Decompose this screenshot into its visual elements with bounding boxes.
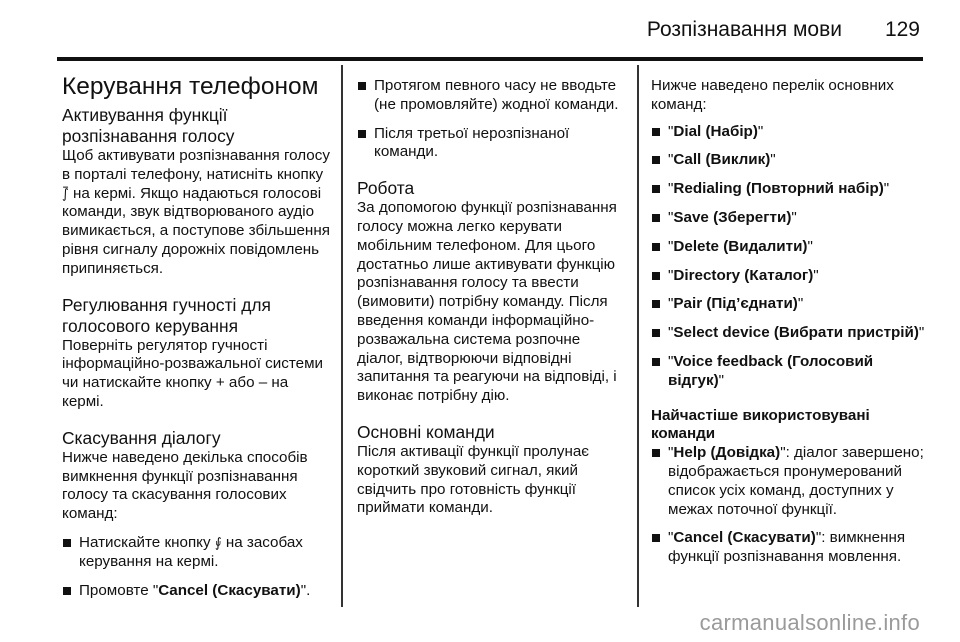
command-label: Dial (Набір) bbox=[673, 122, 758, 140]
cancel-command: Cancel (Скасувати) bbox=[158, 581, 301, 599]
command-item: "Pair (Під’єднати)" bbox=[651, 295, 926, 314]
page-number: 129 bbox=[884, 18, 920, 41]
section-text-cancel: Нижче наведено декілька способів вимкнення функції розпізнавання голосу та скасування голосових команд: bbox=[62, 448, 308, 523]
section-heading-basic-commands: Основні команди bbox=[357, 421, 495, 442]
activate-text: Щоб активувати розпізнавання голосу в порталі телефону, натисніть кнопку ⨛ на кермі. Якщо надаються голосові команди, звук відтворюваного аудіо вимикається, а поступове збільшення рівня сигналу дорожніх повідомлень припиняється. bbox=[62, 147, 330, 277]
command-item: "Save (Зберегти)" bbox=[651, 209, 926, 228]
command-item: "Redialing (Повторний набір)" bbox=[651, 180, 926, 199]
chapter-title: Керування телефоном bbox=[62, 73, 319, 100]
list-item: Протягом певного часу не вводьте (не промовляйте) жодної команди. bbox=[357, 77, 629, 115]
cancel-methods-list bbox=[62, 534, 334, 600]
section-text-operation: За допомогою функції розпізнавання голосу можна легко керувати мобільним телефоном. Для цього достатньо лише активувати функцію розпізнавання голосу та ввести (вимовити) потрібну команду. Після введення команди інформаційно-розважальна система розпочне діалог, відтворюючи відповідні запитання та реагуючи на відповіді, і виконає потрібну дію. bbox=[357, 199, 617, 405]
command-label: Voice feedback (Голосовий відгук) bbox=[668, 352, 874, 389]
column-divider-1 bbox=[341, 65, 343, 607]
section-heading-cancel: Скасування діалогу bbox=[62, 427, 221, 448]
header-rule bbox=[57, 57, 923, 61]
command-label: Delete (Видалити) bbox=[673, 237, 808, 255]
command-item: "Call (Виклик)" bbox=[651, 151, 926, 170]
column-2 bbox=[357, 77, 629, 534]
cancel-method-say-post: ". bbox=[300, 581, 311, 599]
column-divider-2 bbox=[637, 65, 639, 607]
command-item: "Delete (Видалити)" bbox=[651, 238, 926, 257]
list-item bbox=[62, 534, 334, 572]
section-heading-operation: Робота bbox=[357, 178, 415, 199]
commands-list bbox=[651, 123, 926, 391]
help-command: Help (Довідка) bbox=[673, 444, 781, 462]
column-1 bbox=[62, 72, 334, 610]
cancel-methods-list-cont bbox=[357, 77, 629, 162]
cancel-method-say-pre: Промовте " bbox=[79, 581, 159, 599]
list-item bbox=[62, 582, 334, 601]
command-label: Directory (Каталог) bbox=[673, 266, 814, 284]
section-text-basic-commands: Після активації функції пролунає короткий звуковий сигнал, який свідчить про готовність функції приймати команди. bbox=[357, 442, 590, 517]
command-item: "Voice feedback (Голосовий відгук)" bbox=[651, 353, 926, 391]
section-text-volume: Поверніть регулятор гучності інформаційно-розважальної системи чи натискайте кнопку + або – на кермі. bbox=[62, 336, 323, 410]
command-label: Pair (Під’єднати) bbox=[673, 295, 798, 313]
section-heading-volume: Регулювання гучності для голосового керування bbox=[62, 294, 271, 336]
help-description: : діалог завершено; відображається пронумерований список усіх команд, доступних у межах поточної функції. bbox=[668, 444, 924, 518]
page-header bbox=[0, 0, 960, 60]
command-item: "Directory (Каталог)" bbox=[651, 267, 926, 286]
frequent-commands-list bbox=[651, 444, 926, 567]
list-item: Після третьої нерозпізнаної команди. bbox=[357, 125, 629, 163]
list-item: "Cancel (Скасувати)": вимкнення функції розпізнавання мовлення. bbox=[651, 529, 926, 567]
section-heading-activate: Активування функції розпізнавання голосу bbox=[62, 105, 235, 146]
frequent-commands-heading: Найчастіше використовувані команди bbox=[651, 406, 870, 443]
command-label: Save (Зберегти) bbox=[673, 208, 792, 226]
voice-recognition-icon: ⨛ bbox=[62, 185, 69, 201]
header-title: Розпізнавання мови bbox=[646, 18, 842, 41]
column-3 bbox=[651, 77, 926, 577]
commands-intro: Нижче наведено перелік основних команд: bbox=[651, 77, 894, 113]
section-text-activate bbox=[62, 147, 334, 279]
command-label: Call (Виклик) bbox=[673, 151, 771, 169]
command-label: Select device (Вибрати пристрій) bbox=[673, 324, 919, 342]
command-item: "Dial (Набір)" bbox=[651, 123, 926, 142]
cancel-command: Cancel (Скасувати) bbox=[673, 529, 816, 547]
cancel-description: : вимкнення функції розпізнавання мовлення. bbox=[668, 529, 906, 566]
mute-hangup-icon: ⨚ bbox=[214, 534, 222, 550]
command-label: Redialing (Повторний набір) bbox=[673, 180, 884, 198]
command-item: "Select device (Вибрати пристрій)" bbox=[651, 324, 926, 343]
cancel-method-button: Натискайте кнопку ⨚ на засобах керування на кермі. bbox=[79, 533, 303, 570]
list-item: "Help (Довідка)": діалог завершено; відображається пронумерований список усіх команд, доступних у межах поточної функції. bbox=[651, 444, 926, 519]
watermark: carmanualsonline.info bbox=[699, 610, 920, 635]
